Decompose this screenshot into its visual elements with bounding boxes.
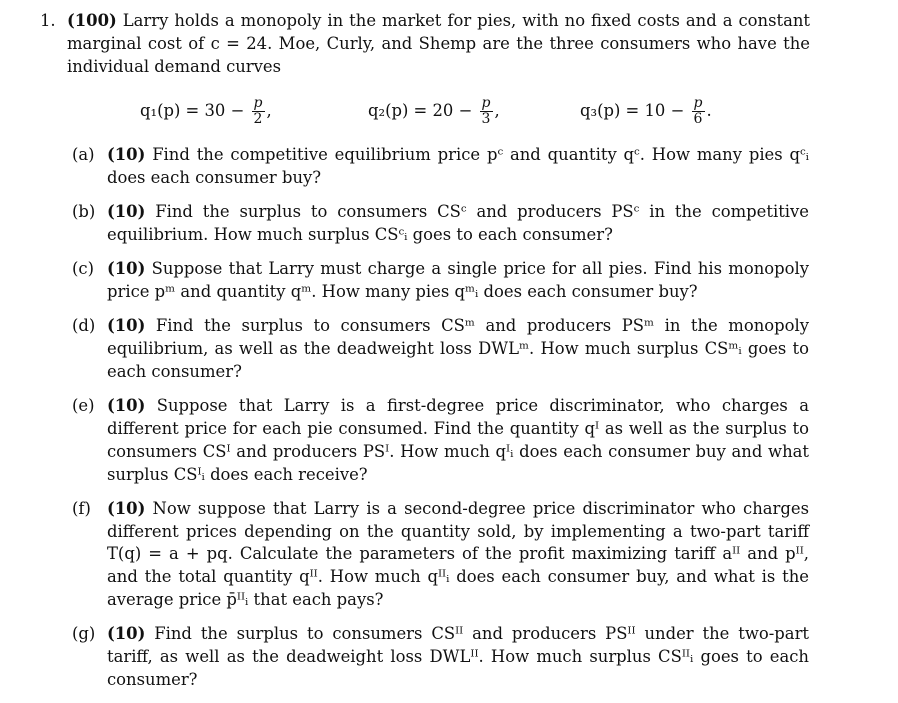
sub-question-b [72, 201, 809, 247]
demand-equations [0, 88, 898, 138]
part-text: Find the surplus to consumers CSᶜ and producers PSᶜ in the competitive equilibrium. How much surplus CSᶜᵢ goes to each consumer? [107, 202, 809, 244]
part-label: (d) [72, 316, 96, 336]
problem-number: 1. [40, 11, 56, 30]
problem-points: (100) [67, 11, 117, 30]
part-text: Find the surplus to consumers CSᴵᴵ and producers PSᴵᴵ under the two-part tariff, as well as the deadweight loss DWLᴵᴵ. How much surplus CSᴵᴵᵢ goes to each consumer? [107, 624, 809, 689]
equation-tail: , [494, 101, 500, 120]
part-label: (b) [72, 202, 96, 222]
equation-lhs: q₂(p) = 20 − [368, 101, 473, 120]
equation-lhs: q₃(p) = 10 − [580, 101, 685, 120]
fraction [692, 96, 705, 127]
problem-intro [67, 10, 810, 78]
sub-question-e [72, 395, 809, 486]
sub-question-c [72, 258, 809, 304]
part-text: Find the surplus to consumers CSᵐ and producers PSᵐ in the monopoly equilibrium, as well as the deadweight loss DWLᵐ. How much surplus CSᵐᵢ goes to each consumer? [107, 316, 809, 381]
demand-equation-1 [140, 96, 272, 127]
demand-equation-2 [368, 96, 500, 127]
part-label: (c) [72, 259, 94, 279]
fraction-numerator: p [253, 95, 263, 111]
part-text: Now suppose that Larry is a second-degree price discriminator who charges different prices depending on the quantity sold, by implementing a two-part tariff T(q) = a + pq. Calculate the parameters of the profit maximizing tariff aᴵᴵ and pᴵᴵ, and the total quantity qᴵᴵ. How much qᴵᴵᵢ does each consumer buy, and what is the average price p̄ᴵᴵᵢ that each pays? [107, 498, 809, 610]
fraction [252, 96, 265, 127]
demand-equation-3 [580, 96, 712, 127]
equation-lhs: q₁(p) = 30 − [140, 101, 245, 120]
part-label: (f) [72, 498, 91, 518]
part-points: (10) [107, 624, 146, 644]
part-points: (10) [107, 259, 146, 279]
part-points: (10) [107, 498, 146, 518]
sub-questions [72, 144, 809, 703]
part-text: Suppose that Larry is a first-degree price discriminator, who charges a different price for each pie consumed. Find the quantity qᴵ as well as the surplus to consumers CSᴵ and producers PSᴵ. How much qᴵᵢ does each consumer buy and what surplus CSᴵᵢ does each receive? [107, 396, 809, 484]
fraction-denominator: 2 [253, 111, 263, 127]
fraction [480, 96, 493, 127]
sub-question-d [72, 315, 809, 383]
part-points: (10) [107, 396, 146, 416]
sub-question-f [72, 498, 809, 612]
part-points: (10) [107, 202, 146, 222]
fraction-denominator: 6 [693, 111, 703, 127]
fraction-numerator: p [481, 95, 491, 111]
part-label: (a) [72, 145, 95, 164]
fraction-denominator: 3 [481, 111, 491, 127]
part-points: (10) [107, 145, 146, 164]
sub-question-a [72, 144, 809, 190]
part-label: (g) [72, 624, 96, 644]
sub-question-g [72, 623, 809, 691]
equation-tail: , [266, 101, 272, 120]
part-points: (10) [107, 316, 146, 336]
part-text: Suppose that Larry must charge a single price for all pies. Find his monopoly price pᵐ and quantity qᵐ. How many pies qᵐᵢ does each consumer buy? [107, 259, 809, 301]
equation-tail: . [706, 101, 712, 120]
problem-intro-text: Larry holds a monopoly in the market for pies, with no fixed costs and a constant marginal cost of c = 24. Moe, Curly, and Shemp are the three consumers who have the individual demand curves [67, 11, 811, 76]
problem-1 [40, 10, 810, 78]
fraction-numerator: p [693, 95, 703, 111]
part-label: (e) [72, 396, 95, 416]
part-text: Find the competitive equilibrium price pᶜ and quantity qᶜ. How many pies qᶜᵢ does each consumer buy? [107, 145, 809, 187]
